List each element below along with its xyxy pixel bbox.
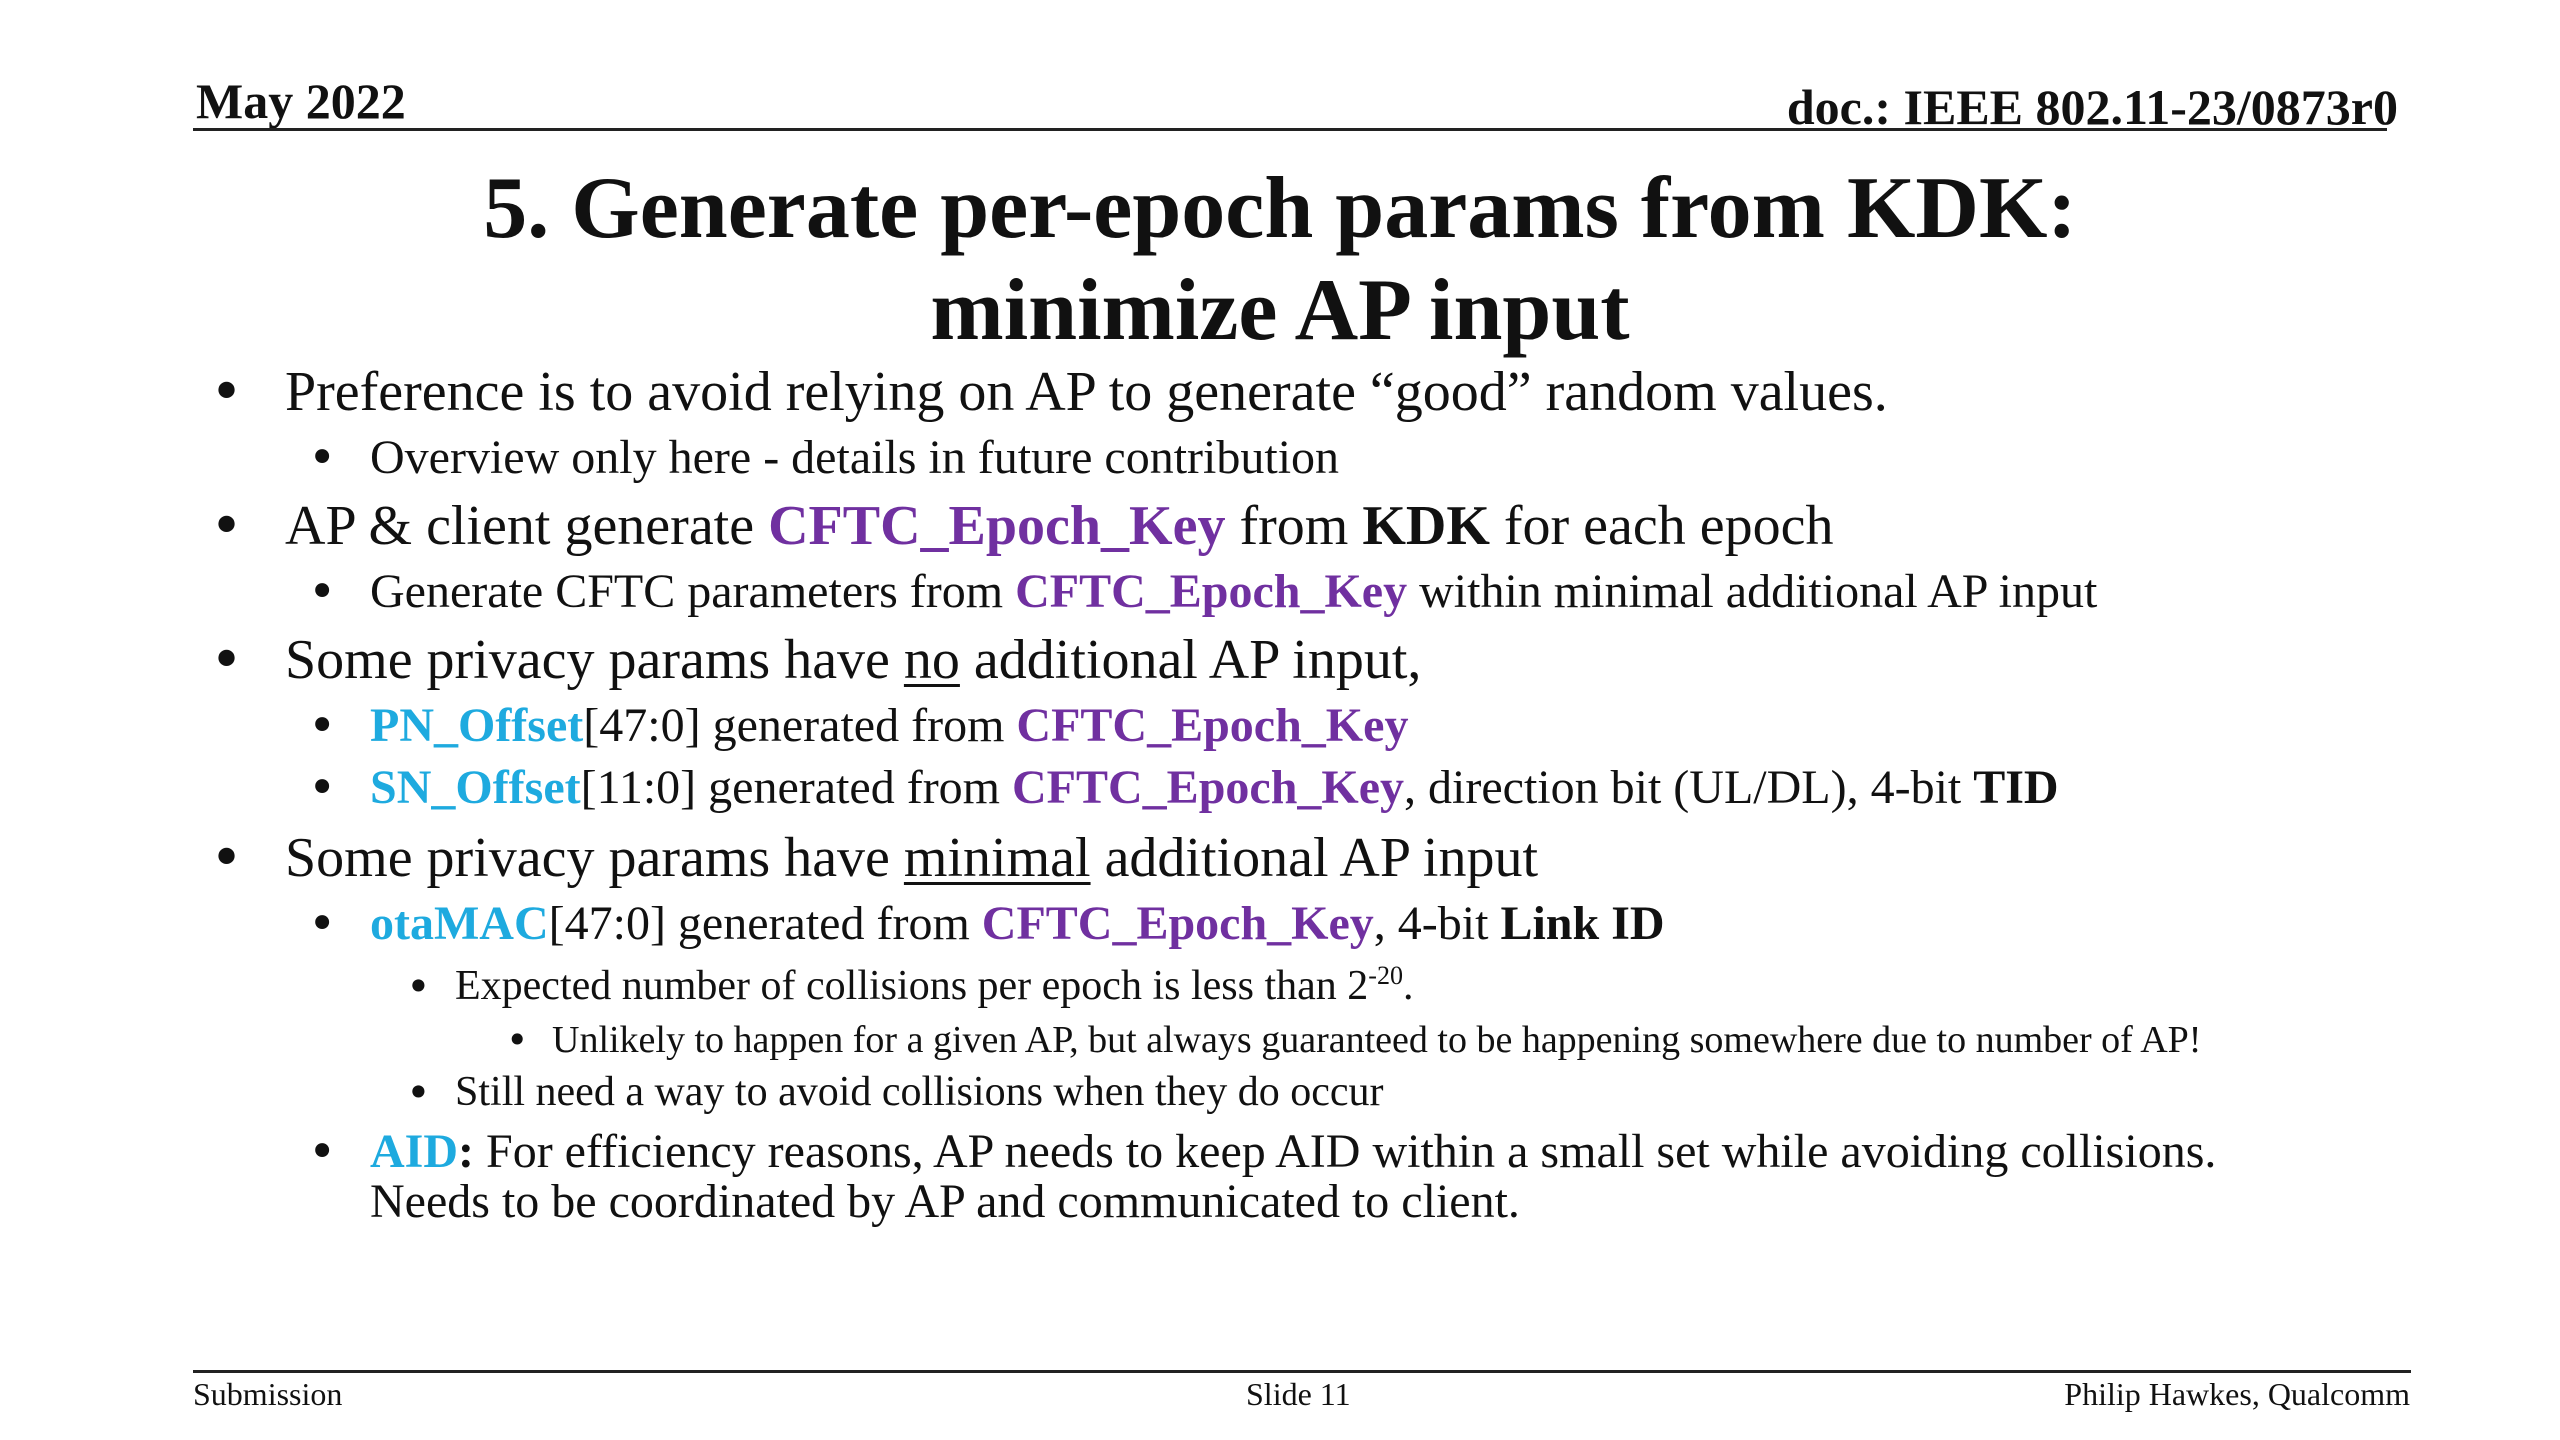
cftc-epoch-key-term: CFTC_Epoch_Key bbox=[981, 897, 1374, 950]
bullet-unlikely-to-happen: Unlikely to happen for a given AP, but always guaranteed to be happening somewhere due to number of AP! bbox=[552, 1019, 2202, 1061]
header-date: May 2022 bbox=[196, 73, 406, 129]
underlined-minimal: minimal bbox=[903, 827, 1091, 889]
bullet-generate-cftc-params bbox=[370, 564, 2097, 619]
bullet-glyph: • bbox=[210, 826, 244, 891]
bullet-glyph: • bbox=[210, 628, 244, 693]
link-id-term: Link ID bbox=[1500, 897, 1665, 950]
slide-title-line-1: 5. Generate per-epoch params from KDK: bbox=[483, 160, 2077, 257]
text: For efficiency reasons, AP needs to keep AID within a small set while avoiding collisions. bbox=[474, 1125, 2217, 1178]
footer-slide-number: Slide 11 bbox=[1246, 1376, 1351, 1412]
bullet-expected-collisions bbox=[455, 962, 1413, 1010]
colon: : bbox=[458, 1125, 474, 1178]
text: Some privacy params have bbox=[285, 827, 904, 889]
text: additional AP input, bbox=[959, 629, 1422, 691]
bullet-glyph: • bbox=[406, 1068, 431, 1117]
bullet-glyph: • bbox=[308, 430, 337, 486]
text: [11:0] generated from bbox=[580, 761, 1013, 814]
text: additional AP input bbox=[1090, 827, 1539, 889]
text: Expected number of collisions per epoch is less than 2 bbox=[455, 963, 1369, 1009]
aid-term: AID bbox=[370, 1125, 459, 1178]
text: , direction bit (UL/DL), 4-bit bbox=[1404, 761, 1974, 814]
text: [47:0] generated from bbox=[548, 897, 982, 950]
bullet-glyph: • bbox=[308, 760, 337, 816]
bullet-pn-offset bbox=[370, 698, 1408, 753]
bullet-sn-offset bbox=[370, 760, 2059, 815]
underlined-no: no bbox=[903, 629, 960, 691]
bullet-overview: Overview only here - details in future contribution bbox=[370, 431, 1340, 484]
bullet-glyph: • bbox=[308, 698, 337, 754]
slide-title bbox=[0, 158, 2560, 362]
text: Some privacy params have bbox=[285, 629, 904, 691]
text: , 4-bit bbox=[1373, 897, 1501, 950]
text: [47:0] generated from bbox=[583, 699, 1017, 752]
cftc-epoch-key-term: CFTC_Epoch_Key bbox=[768, 495, 1226, 557]
text: . bbox=[1402, 963, 1414, 1009]
bullet-still-need-way: Still need a way to avoid collisions when they do occur bbox=[455, 1069, 1384, 1115]
bullet-glyph: • bbox=[406, 962, 431, 1011]
header-divider bbox=[193, 128, 2387, 131]
cftc-epoch-key-term: CFTC_Epoch_Key bbox=[1015, 565, 1408, 618]
cftc-epoch-key-term: CFTC_Epoch_Key bbox=[1012, 761, 1405, 814]
bullet-ap-client-generate bbox=[285, 494, 1833, 558]
exponent: -20 bbox=[1368, 961, 1403, 990]
text: Generate CFTC parameters from bbox=[370, 565, 1016, 618]
pn-offset-term: PN_Offset bbox=[370, 699, 584, 752]
bullet-no-additional-input bbox=[285, 628, 1421, 692]
bullet-glyph: • bbox=[308, 1124, 337, 1180]
header-doc-id: doc.: IEEE 802.11-23/0873r0 bbox=[1786, 79, 2398, 135]
footer-author: Philip Hawkes, Qualcomm bbox=[2064, 1376, 2410, 1412]
text: for each epoch bbox=[1489, 495, 1834, 557]
tid-term: TID bbox=[1973, 761, 2059, 814]
bullet-glyph: • bbox=[308, 564, 337, 620]
otamac-term: otaMAC bbox=[370, 897, 549, 950]
bullet-glyph: • bbox=[506, 1018, 529, 1062]
footer-divider bbox=[193, 1370, 2411, 1373]
cftc-epoch-key-term: CFTC_Epoch_Key bbox=[1016, 699, 1409, 752]
bullet-glyph: • bbox=[210, 360, 244, 425]
bullet-preference: Preference is to avoid relying on AP to generate “good” random values. bbox=[285, 361, 1888, 423]
bullet-otamac bbox=[370, 896, 1665, 951]
kdk-term: KDK bbox=[1362, 495, 1490, 557]
text: within minimal additional AP input bbox=[1407, 565, 2098, 618]
footer-submission: Submission bbox=[193, 1376, 343, 1412]
text: AP & client generate bbox=[285, 495, 769, 557]
bullet-glyph: • bbox=[308, 896, 337, 952]
sn-offset-term: SN_Offset bbox=[370, 761, 581, 814]
bullet-minimal-additional-input bbox=[285, 826, 1538, 890]
bullet-aid-continuation: Needs to be coordinated by AP and communicated to client. bbox=[370, 1175, 1520, 1228]
slide-title-line-2: minimize AP input bbox=[930, 262, 1630, 359]
text: from bbox=[1225, 495, 1363, 557]
bullet-glyph: • bbox=[210, 494, 244, 559]
bullet-aid bbox=[370, 1124, 2216, 1179]
